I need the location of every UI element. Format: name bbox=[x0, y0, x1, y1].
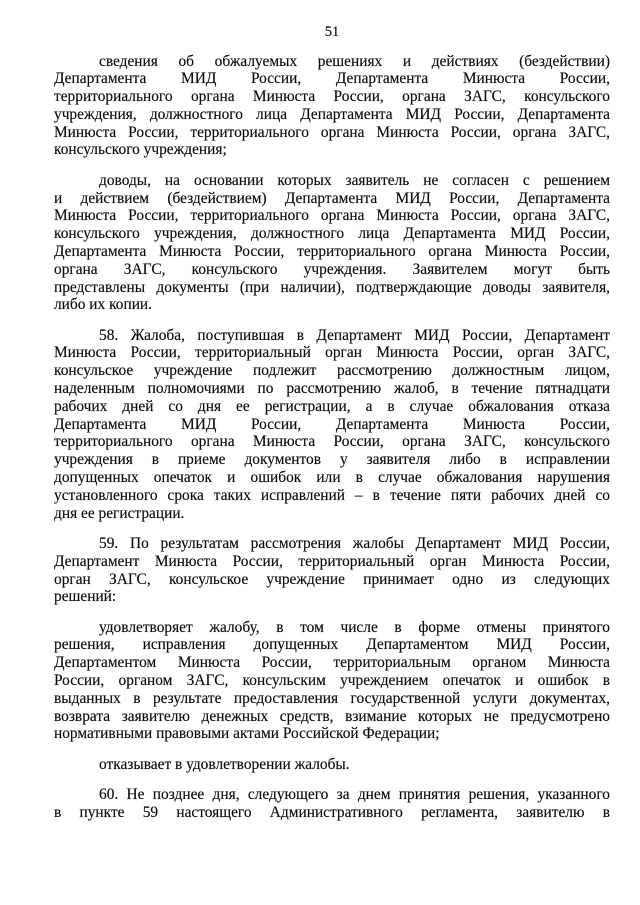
paragraph bbox=[54, 172, 610, 314]
text-line: либо их копии. bbox=[54, 296, 153, 314]
text-line: и действием (бездействием) Департамента МИД России, Департамента bbox=[54, 189, 610, 207]
paragraph bbox=[54, 53, 610, 160]
text-line: России, органом ЗАГС, консульским учреждением опечаток и ошибок в bbox=[54, 672, 610, 689]
text-line: Минюста России, территориального органа Минюста России, органа ЗАГС, bbox=[54, 207, 610, 225]
text-line: Департамента МИД России, Департамента Минюста России, bbox=[54, 415, 610, 433]
text-line: в пункте 59 настоящего Административного регламента, заявителю в bbox=[54, 803, 610, 821]
text-line: Департамента Минюста России, территориального органа Минюста России, bbox=[54, 242, 610, 260]
text-line: допущенных опечаток и ошибок или в случае обжалования нарушения bbox=[54, 469, 610, 487]
text-line: представлены документы (при наличии), подтверждающие доводы заявителя, bbox=[54, 278, 610, 296]
text-line: Департамент Минюста России, территориальный орган Минюста России, bbox=[54, 552, 610, 570]
text-line: отказывает в удовлетворении жалобы. bbox=[99, 755, 350, 773]
paragraph bbox=[54, 535, 610, 606]
text-line: выданных в результате предоставления государственной услуги документах, bbox=[54, 689, 610, 707]
text-line: сведения об обжалуемых решениях и действиях (бездействии) bbox=[99, 52, 610, 70]
text-line: учреждения, должностного лица Департамента МИД России, Департамента bbox=[54, 105, 610, 123]
text-line: удовлетворяет жалобу, в том числе в форме отмены принятого bbox=[99, 618, 610, 636]
text-line: возврата заявителю денежных средств, взимание которых не предусмотрено bbox=[54, 707, 610, 725]
paragraph bbox=[54, 756, 610, 774]
text-line: орган ЗАГС, консульское учреждение принимает одно из следующих bbox=[54, 570, 610, 588]
text-line: консульского учреждения, должностного лица Департамента МИД России, bbox=[54, 225, 610, 243]
text-line: 59. По результатам рассмотрения жалобы Департамент МИД России, bbox=[99, 534, 610, 552]
text-line: наделенным полномочиями по рассмотрению жалоб, в течение пятнадцати bbox=[54, 380, 610, 398]
text-line: Департамента МИД России, Департамента Минюста России, bbox=[54, 70, 610, 88]
text-line: 58. Жалоба, поступившая в Департамент МИД России, Департамент bbox=[99, 326, 610, 344]
paragraph bbox=[54, 327, 610, 523]
paragraph bbox=[54, 786, 610, 822]
text-line: Минюста России, территориальный орган Минюста России, орган ЗАГС, bbox=[54, 344, 610, 362]
text-line: органа ЗАГС, консульского учреждения. Заявителем могут быть bbox=[54, 260, 610, 278]
page-number: 51 bbox=[324, 24, 340, 40]
text-line: решений: bbox=[54, 588, 117, 606]
text-line: Минюста России, территориального органа Минюста России, органа ЗАГС, bbox=[54, 123, 610, 141]
text-line: Департаментом Минюста России, территориальным органом Минюста bbox=[54, 654, 610, 672]
document-body bbox=[0, 53, 640, 822]
text-line: консульское учреждение подлежит рассмотрению должностным лицом, bbox=[54, 362, 610, 380]
text-line: учреждения в приеме документов у заявителя либо в исправлении bbox=[54, 451, 610, 469]
text-line: 60. Не позднее дня, следующего за днем принятия решения, указанного bbox=[99, 785, 610, 803]
text-line: установленного срока таких исправлений – в течение пяти рабочих дней со bbox=[54, 486, 610, 504]
text-line: рабочих дней со дня ее регистрации, а в случае обжалования отказа bbox=[54, 397, 610, 415]
text-line: территориального органа Минюста России, органа ЗАГС, консульского bbox=[54, 88, 610, 106]
text-line: консульского учреждения; bbox=[54, 141, 227, 159]
text-line: доводы, на основании которых заявитель не согласен с решением bbox=[99, 171, 610, 189]
text-line: дня ее регистрации. bbox=[54, 504, 185, 522]
text-line: нормативными правовыми актами Российской Федерации; bbox=[54, 725, 440, 743]
text-line: территориального органа Минюста России, органа ЗАГС, консульского bbox=[54, 433, 610, 451]
paragraph bbox=[54, 619, 610, 744]
text-line: решения, исправления допущенных Департаментом МИД России, bbox=[54, 636, 610, 654]
